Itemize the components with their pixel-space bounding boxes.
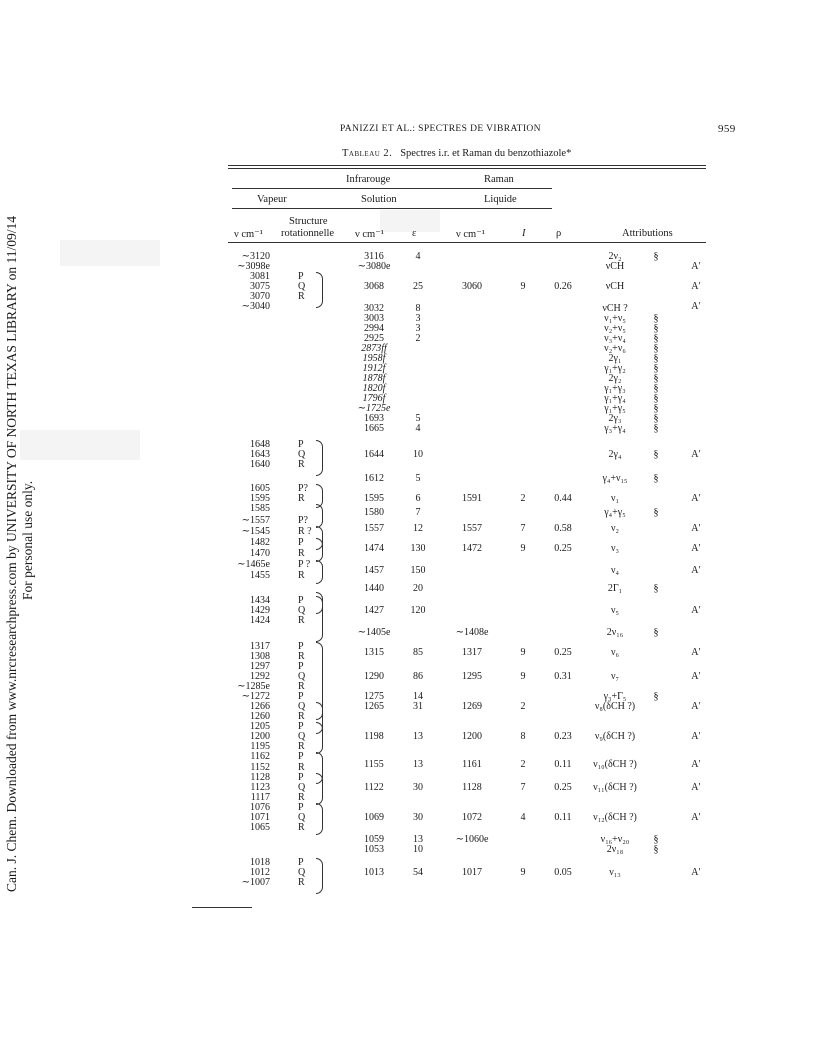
depolarization-ratio: 0.58 (554, 523, 572, 534)
solution-wavenumber: 1612 (364, 473, 384, 484)
solution-wavenumber: 3003 (364, 313, 384, 324)
rotational-branch: R (298, 459, 305, 470)
solution-wavenumber: 3032 (364, 303, 384, 314)
solution-wavenumber: 2925 (364, 333, 384, 344)
depolarization-ratio: 0.25 (554, 543, 572, 554)
section-mark: § (653, 507, 659, 518)
section-mark: § (653, 413, 659, 424)
raman-intensity: 2 (520, 759, 526, 770)
depolarization-ratio: 0.25 (554, 647, 572, 658)
vapeur-wavenumber: 1152 (250, 762, 270, 773)
group-rule (232, 208, 552, 209)
top-rule (228, 168, 706, 169)
brace (316, 858, 323, 894)
attribution: ν₃ (610, 543, 619, 554)
epsilon-value: 4 (415, 423, 421, 434)
solution-wavenumber: 1427 (364, 605, 384, 616)
rotational-branch: P (298, 751, 304, 762)
raman-wavenumber: 1072 (462, 812, 482, 823)
rotational-branch: Q (298, 867, 306, 878)
brace (316, 722, 323, 754)
symmetry: A′ (691, 301, 701, 312)
vapeur-wavenumber: 1117 (250, 792, 270, 803)
epsilon-value: 150 (410, 565, 426, 576)
solution-wavenumber: 2994 (364, 323, 384, 334)
attribution: ν₃+ν₄ (604, 333, 626, 344)
brace (316, 803, 323, 835)
header-vcm-vapeur: ν cm⁻¹ (234, 229, 263, 240)
header-liquide: Liquide (484, 194, 517, 205)
solution-wavenumber: 2873ff (361, 343, 387, 354)
solution-wavenumber: 1796f (362, 393, 386, 404)
epsilon-value: 3 (415, 313, 421, 324)
section-mark: § (653, 627, 659, 638)
vapeur-wavenumber: 3075 (250, 281, 270, 292)
symmetry: A′ (691, 782, 701, 793)
vapeur-wavenumber: 1260 (250, 711, 270, 722)
rotational-branch: P? (298, 483, 308, 494)
depolarization-ratio: 0.11 (554, 759, 572, 770)
epsilon-value: 13 (413, 731, 423, 742)
epsilon-value: 12 (413, 523, 423, 534)
brace (316, 560, 323, 584)
solution-wavenumber: 1665 (364, 423, 384, 434)
raman-intensity: 4 (520, 812, 526, 823)
solution-wavenumber: 1474 (364, 543, 384, 554)
page-number: 959 (718, 123, 736, 135)
rotational-branch: P? (298, 515, 308, 526)
symmetry: A′ (691, 493, 701, 504)
vapeur-wavenumber: ∼1285e (237, 681, 270, 692)
raman-wavenumber: 1200 (462, 731, 482, 742)
header-attributions: Attributions (622, 228, 673, 239)
solution-wavenumber: 1069 (364, 812, 384, 823)
vapeur-wavenumber: 1018 (250, 857, 270, 868)
attribution: γ₃+Γ₅ (603, 691, 627, 702)
footnote-rule (192, 907, 252, 908)
attribution: 2γ₁ (608, 353, 622, 364)
vapeur-wavenumber: ∼3120 (241, 251, 270, 262)
symmetry: A′ (691, 281, 701, 292)
raman-intensity: 2 (520, 493, 526, 504)
solution-wavenumber: 3116 (364, 251, 384, 262)
solution-wavenumber: 1644 (364, 449, 384, 460)
epsilon-value: 85 (413, 647, 423, 658)
solution-wavenumber: 1440 (364, 583, 384, 594)
vapeur-wavenumber: 1640 (250, 459, 270, 470)
vapeur-wavenumber: 1424 (250, 615, 270, 626)
vapeur-wavenumber: 1429 (250, 605, 270, 616)
attribution: ν₁₃ (609, 867, 621, 878)
epsilon-value: 120 (410, 605, 426, 616)
rotational-branch: R (298, 291, 305, 302)
raman-wavenumber: 1128 (462, 782, 482, 793)
table-label: Tableau 2. (342, 148, 393, 159)
vapeur-wavenumber: ∼1272 (241, 691, 270, 702)
raman-wavenumber: 1269 (462, 701, 482, 712)
brace (316, 272, 323, 308)
attribution: γ₃+γ₄ (604, 423, 626, 434)
epsilon-value: 14 (413, 691, 423, 702)
symmetry: A′ (691, 523, 701, 534)
section-mark: § (653, 313, 659, 324)
depolarization-ratio: 0.44 (554, 493, 572, 504)
attribution: γ₁+γ₂ (604, 363, 626, 374)
solution-wavenumber: 1580 (364, 507, 384, 518)
section-mark: § (653, 844, 659, 855)
epsilon-value: 13 (413, 834, 423, 845)
raman-intensity: 9 (520, 647, 526, 658)
solution-wavenumber: 1820f (362, 383, 386, 394)
rotational-branch: R (298, 651, 305, 662)
attribution: 2γ₃ (608, 413, 622, 424)
attribution: 2ν₁₈ (606, 844, 624, 855)
rotational-branch: P (298, 772, 304, 783)
section-mark: § (653, 403, 659, 414)
header-vcm-solution: ν cm⁻¹ (355, 229, 384, 240)
attribution: νCH (605, 281, 625, 292)
rotational-branch: R (298, 877, 305, 888)
attribution: ν₁+ν₅ (604, 313, 626, 324)
solution-wavenumber: 1059 (364, 834, 384, 845)
rotational-branch: P (298, 439, 304, 450)
rotational-branch: P (298, 641, 304, 652)
solution-wavenumber: ∼1405e (357, 627, 391, 638)
vapeur-wavenumber: 3081 (250, 271, 270, 282)
attribution: ν₉(δCH ?) (594, 731, 636, 742)
epsilon-value: 54 (413, 867, 423, 878)
raman-intensity: 9 (520, 867, 526, 878)
section-mark: § (653, 353, 659, 364)
attribution: ν₁₀(δCH ?) (593, 759, 637, 770)
raman-wavenumber: 1161 (462, 759, 482, 770)
symmetry: A′ (691, 731, 701, 742)
symmetry: A′ (691, 449, 701, 460)
vapeur-wavenumber: 1605 (250, 483, 270, 494)
epsilon-value: 8 (415, 303, 421, 314)
rotational-branch: R (298, 681, 305, 692)
raman-intensity: 9 (520, 671, 526, 682)
rotational-branch: R (298, 711, 305, 722)
rotational-branch: R (298, 570, 305, 581)
symmetry: A′ (691, 565, 701, 576)
raman-wavenumber: 1591 (462, 493, 482, 504)
header-intensity: I (522, 228, 526, 239)
epsilon-value: 86 (413, 671, 423, 682)
attribution: γ₁+γ₄ (604, 393, 626, 404)
symmetry: A′ (691, 867, 701, 878)
solution-wavenumber: 1155 (364, 759, 384, 770)
rotational-branch: P (298, 721, 304, 732)
symmetry: A′ (691, 701, 701, 712)
raman-intensity: 2 (520, 701, 526, 712)
table-title: Spectres i.r. et Raman du benzothiazole* (400, 148, 572, 159)
raman-wavenumber: 1557 (462, 523, 482, 534)
vapeur-wavenumber: 1123 (250, 782, 270, 793)
rotational-branch: Q (298, 449, 306, 460)
section-mark: § (653, 423, 659, 434)
depolarization-ratio: 0.11 (554, 812, 572, 823)
vapeur-wavenumber: ∼1545 (241, 526, 270, 537)
header-bottom-rule (228, 242, 706, 243)
section-mark: § (653, 834, 659, 845)
section-mark: § (653, 343, 659, 354)
vapeur-wavenumber: 1455 (250, 570, 270, 581)
solution-wavenumber: 1265 (364, 701, 384, 712)
header-vapeur: Vapeur (257, 194, 287, 205)
epsilon-value: 25 (413, 281, 423, 292)
raman-intensity: 9 (520, 543, 526, 554)
rotational-branch: Q (298, 281, 306, 292)
rotational-branch: R (298, 493, 305, 504)
solution-wavenumber: 1958f (362, 353, 386, 364)
raman-wavenumber: 1472 (462, 543, 482, 554)
attribution: ν₁₆+ν₂₀ (600, 834, 630, 845)
header-structure: Structure (289, 216, 328, 227)
vapeur-wavenumber: 1297 (250, 661, 270, 672)
vapeur-wavenumber: 1308 (250, 651, 270, 662)
section-mark: § (653, 333, 659, 344)
solution-wavenumber: 1557 (364, 523, 384, 534)
section-mark: § (653, 583, 659, 594)
attribution: 2γ₂ (608, 373, 622, 384)
attribution: ν₁₂(δCH ?) (593, 812, 637, 823)
epsilon-value: 5 (415, 413, 421, 424)
depolarization-ratio: 0.05 (554, 867, 572, 878)
vapeur-wavenumber: 1317 (250, 641, 270, 652)
brace (316, 596, 323, 642)
top-rule (228, 165, 706, 166)
vapeur-wavenumber: 1266 (250, 701, 270, 712)
epsilon-value: 2 (415, 333, 421, 344)
raman-wavenumber: 1317 (462, 647, 482, 658)
solution-wavenumber: 3068 (364, 281, 384, 292)
table-caption (342, 148, 571, 159)
attribution: γ₄+γ₅ (604, 507, 626, 518)
solution-wavenumber: 1878f (362, 373, 386, 384)
vapeur-wavenumber: 1595 (250, 493, 270, 504)
symmetry: A′ (691, 812, 701, 823)
depolarization-ratio: 0.25 (554, 782, 572, 793)
solution-wavenumber: 1013 (364, 867, 384, 878)
brace (316, 538, 323, 562)
epsilon-value: 20 (413, 583, 423, 594)
rotational-branch: Q (298, 605, 306, 616)
solution-wavenumber: 1693 (364, 413, 384, 424)
header-solution: Solution (361, 194, 397, 205)
depolarization-ratio: 0.31 (554, 671, 572, 682)
attribution: ν₂+ν₅ (604, 323, 626, 334)
attribution: 2ν₂ (608, 251, 622, 262)
vapeur-wavenumber: 1648 (250, 439, 270, 450)
raman-intensity: 7 (520, 523, 526, 534)
raman-wavenumber: 3060 (462, 281, 482, 292)
raman-wavenumber: 1017 (462, 867, 482, 878)
solution-wavenumber: 1198 (364, 731, 384, 742)
vapeur-wavenumber: 1162 (250, 751, 270, 762)
header-infrarouge: Infrarouge (346, 174, 391, 185)
group-rule (232, 188, 552, 189)
solution-wavenumber: ∼3080e (357, 261, 391, 272)
section-mark: § (653, 383, 659, 394)
attribution: ν₅ (610, 605, 619, 616)
raman-intensity: 7 (520, 782, 526, 793)
section-mark: § (653, 373, 659, 384)
brace (316, 504, 323, 528)
vapeur-wavenumber: 1482 (250, 537, 270, 548)
vapeur-wavenumber: 1128 (250, 772, 270, 783)
rotational-branch: Q (298, 812, 306, 823)
solution-wavenumber: 1275 (364, 691, 384, 702)
spectra-table (0, 252, 816, 912)
rotational-branch: R (298, 548, 305, 559)
vapeur-wavenumber: 1071 (250, 812, 270, 823)
attribution: 2ν₁₆ (606, 627, 624, 638)
attribution: ν₆ (610, 647, 619, 658)
epsilon-value: 31 (413, 701, 423, 712)
brace (316, 773, 323, 805)
header-rho: ρ (556, 228, 562, 239)
vapeur-wavenumber: ∼3040 (241, 301, 270, 312)
rotational-branch: P (298, 691, 304, 702)
solution-wavenumber: 1053 (364, 844, 384, 855)
solution-wavenumber: ∼1725e (357, 403, 391, 414)
rotational-branch: R (298, 741, 305, 752)
raman-wavenumber: ∼1408e (455, 627, 489, 638)
header-epsilon: ε (412, 228, 417, 239)
section-mark: § (653, 393, 659, 404)
personal-use-notice: For personal use only. (20, 480, 35, 600)
section-mark: § (653, 473, 659, 484)
attribution: ν₈(δCH ?) (594, 701, 636, 712)
depolarization-ratio: 0.26 (554, 281, 572, 292)
header-rotationnelle: rotationnelle (281, 228, 335, 239)
epsilon-value: 130 (410, 543, 426, 554)
rotational-branch: P (298, 857, 304, 868)
section-mark: § (653, 363, 659, 374)
symmetry: A′ (691, 759, 701, 770)
header-raman: Raman (484, 174, 514, 185)
symmetry: A′ (691, 543, 701, 554)
section-mark: § (653, 323, 659, 334)
symmetry: A′ (691, 671, 701, 682)
epsilon-value: 4 (415, 251, 421, 262)
solution-wavenumber: 1912f (362, 363, 386, 374)
attribution: ν₄ (610, 565, 619, 576)
vapeur-wavenumber: ∼1557 (241, 515, 270, 526)
solution-wavenumber: 1290 (364, 671, 384, 682)
rotational-branch: P ? (298, 559, 311, 570)
rotational-branch: R ? (298, 526, 312, 537)
raman-wavenumber: 1295 (462, 671, 482, 682)
solution-wavenumber: 1457 (364, 565, 384, 576)
symmetry: A′ (691, 261, 701, 272)
rotational-branch: Q (298, 701, 306, 712)
rotational-branch: P (298, 802, 304, 813)
symmetry: A′ (691, 605, 701, 616)
attribution: ν₁₁(δCH ?) (593, 782, 637, 793)
attribution: ν₂+ν₆ (604, 343, 626, 354)
rotational-branch: P (298, 661, 304, 672)
epsilon-value: 10 (413, 449, 423, 460)
rotational-branch: R (298, 822, 305, 833)
download-notice-line: Can. J. Chem. Downloaded from www.nrcresearchpress.com by UNIVERSITY OF NORTH TEXAS LIBRARY on 11/09/14 (4, 216, 19, 892)
rotational-branch: Q (298, 782, 306, 793)
vapeur-wavenumber: 3070 (250, 291, 270, 302)
vapeur-wavenumber: 1470 (250, 548, 270, 559)
raman-intensity: 9 (520, 281, 526, 292)
vapeur-wavenumber: 1434 (250, 595, 270, 606)
brace (316, 440, 323, 476)
attribution: ν₂ (610, 523, 619, 534)
epsilon-value: 5 (415, 473, 421, 484)
attribution: 2Γ₁ (607, 583, 623, 594)
attribution: γ₁+γ₃ (604, 383, 626, 394)
rotational-branch: P (298, 595, 304, 606)
header-vcm-raman: ν cm⁻¹ (456, 229, 485, 240)
vapeur-wavenumber: 1012 (250, 867, 270, 878)
rotational-branch: P (298, 271, 304, 282)
solution-wavenumber: 1122 (364, 782, 384, 793)
attribution: γ₁+γ₅ (604, 403, 626, 414)
section-mark: § (653, 691, 659, 702)
raman-wavenumber: ∼1060e (455, 834, 489, 845)
epsilon-value: 30 (413, 812, 423, 823)
solution-wavenumber: 1595 (364, 493, 384, 504)
attribution: γ₄+ν₁₅ (602, 473, 628, 484)
epsilon-value: 7 (415, 507, 421, 518)
symmetry: A′ (691, 647, 701, 658)
epsilon-value: 6 (415, 493, 421, 504)
vapeur-wavenumber: 1065 (250, 822, 270, 833)
rotational-branch: R (298, 792, 305, 803)
rotational-branch: R (298, 615, 305, 626)
vapeur-wavenumber: 1076 (250, 802, 270, 813)
rotational-branch: R (298, 762, 305, 773)
attribution: ν₇ (610, 671, 619, 682)
section-mark: § (653, 449, 659, 460)
vapeur-wavenumber: ∼3098e (237, 261, 270, 272)
attribution: 2γ₄ (608, 449, 622, 460)
epsilon-value: 13 (413, 759, 423, 770)
running-title: PANIZZI ET AL.: SPECTRES DE VIBRATION (340, 124, 541, 134)
vapeur-wavenumber: ∼1465e (237, 559, 270, 570)
attribution: ν₁ (610, 493, 619, 504)
depolarization-ratio: 0.23 (554, 731, 572, 742)
rotational-branch: Q (298, 731, 306, 742)
epsilon-value: 3 (415, 323, 421, 334)
vapeur-wavenumber: 1643 (250, 449, 270, 460)
raman-intensity: 8 (520, 731, 526, 742)
vapeur-wavenumber: ∼1007 (241, 877, 270, 888)
vapeur-wavenumber: 1205 (250, 721, 270, 732)
epsilon-value: 30 (413, 782, 423, 793)
vapeur-wavenumber: 1292 (250, 671, 270, 682)
solution-wavenumber: 1315 (364, 647, 384, 658)
attribution: νCH (605, 261, 625, 272)
rotational-branch: P (298, 537, 304, 548)
vapeur-wavenumber: 1195 (250, 741, 270, 752)
scan-smudge (380, 210, 440, 232)
vapeur-wavenumber: 1585 (250, 503, 270, 514)
section-mark: § (653, 251, 659, 262)
epsilon-value: 10 (413, 844, 423, 855)
vapeur-wavenumber: 1200 (250, 731, 270, 742)
attribution: νCH ? (602, 303, 628, 314)
rotational-branch: Q (298, 671, 306, 682)
